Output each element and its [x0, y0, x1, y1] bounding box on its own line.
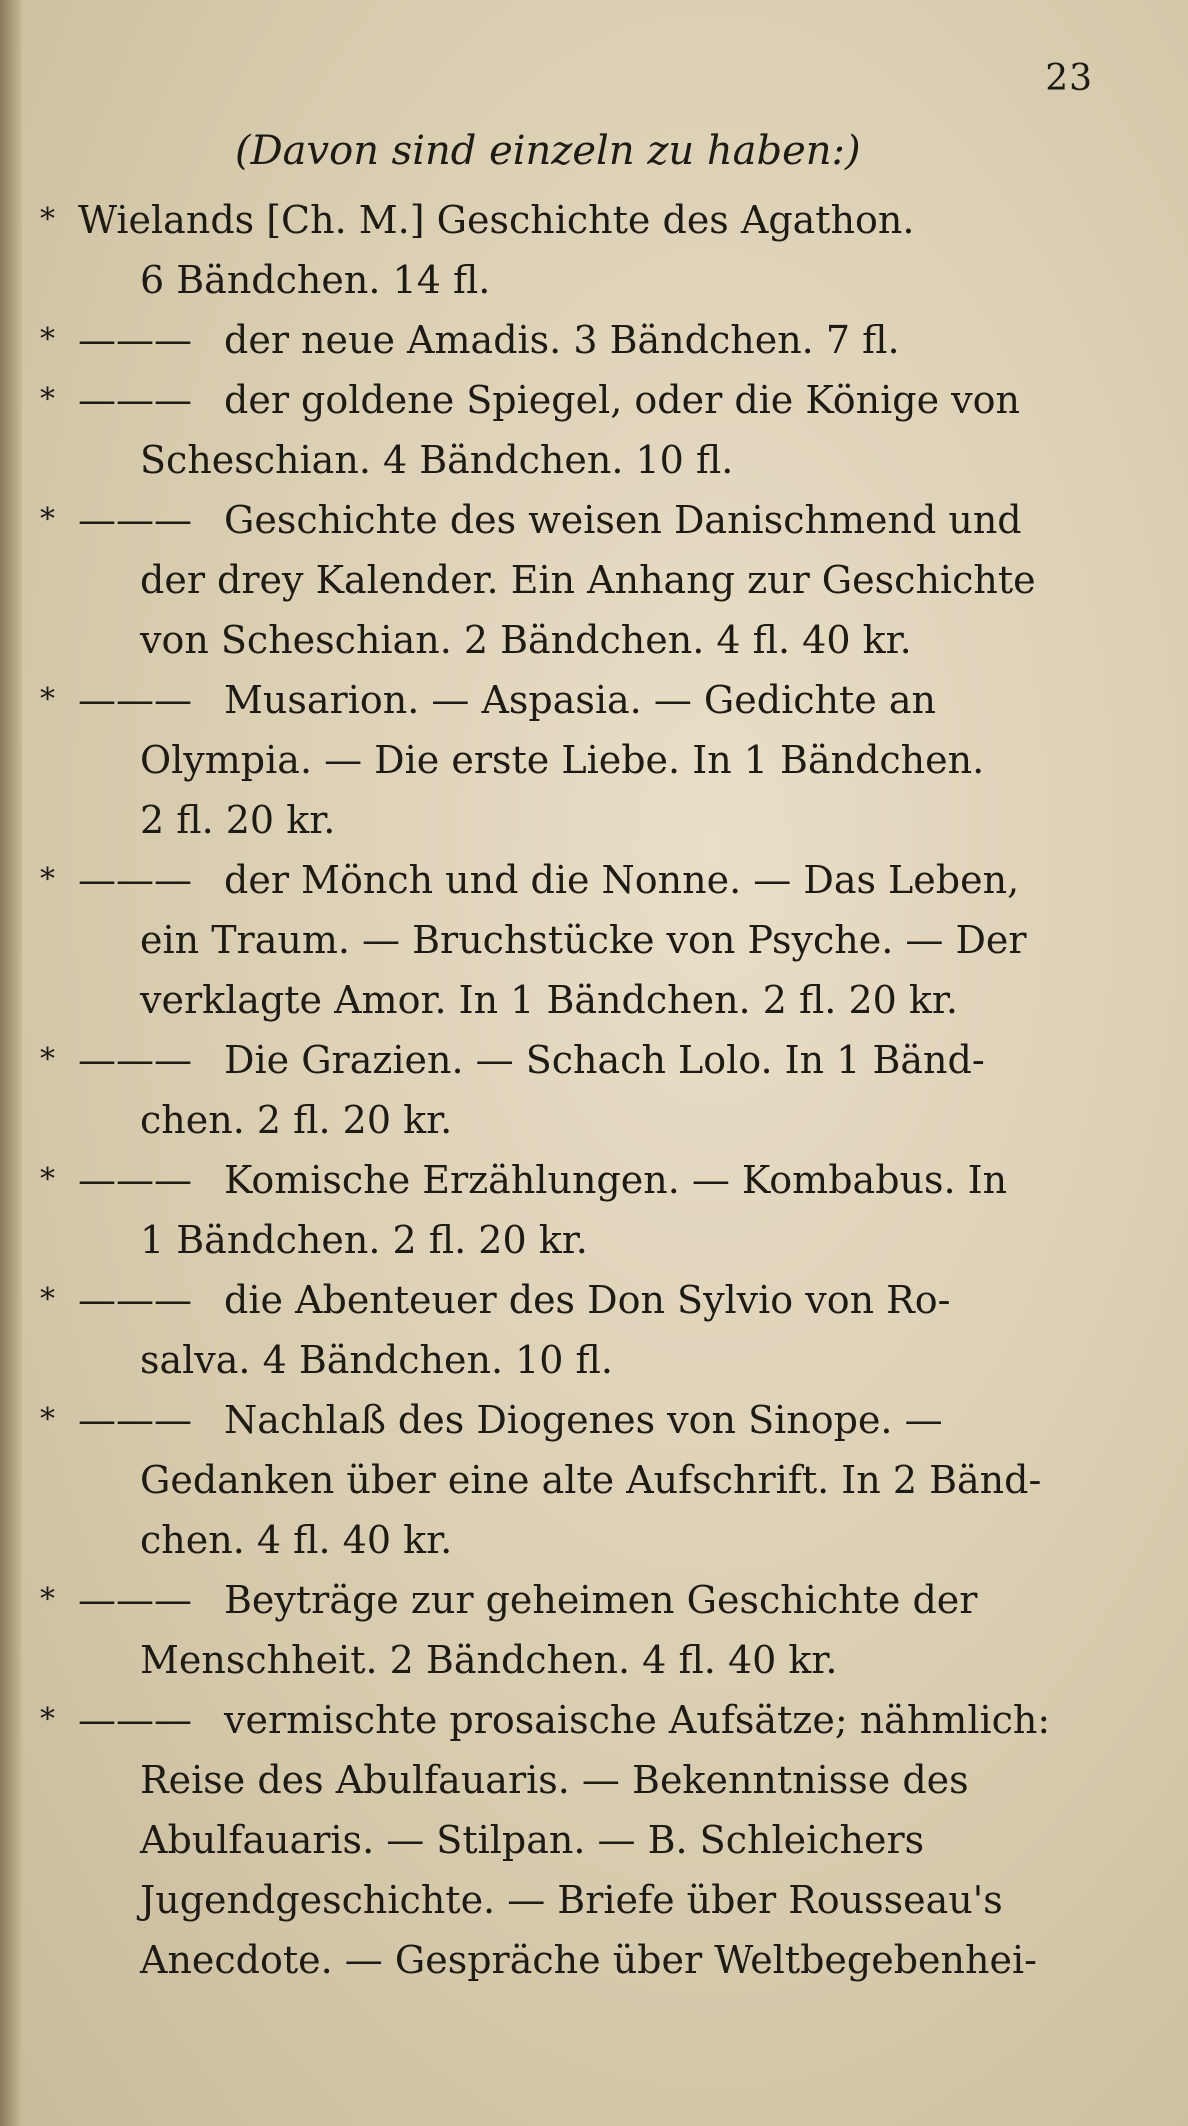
- entry-line: [40, 1870, 1115, 1930]
- entry-text: salva. 4 Bändchen. 10 fl.: [140, 1338, 613, 1382]
- entry-line: [40, 430, 1115, 490]
- entry-text: Nachlaß des Diogenes von Sinope. —: [224, 1398, 943, 1442]
- entry-star-marker: *: [40, 502, 55, 537]
- entry-line: [40, 550, 1115, 610]
- entry-line: [40, 1150, 1115, 1210]
- page-number: 23: [1045, 58, 1093, 99]
- ditto-dash: ———: [78, 1578, 192, 1622]
- entry-text: 6 Bändchen. 14 fl.: [140, 258, 491, 302]
- entry-line: [40, 1570, 1115, 1630]
- entry-line: [40, 1270, 1115, 1330]
- section-heading: (Davon sind einzeln zu haben:): [235, 128, 861, 174]
- entry-line: [40, 1930, 1115, 1990]
- catalog-entry: [40, 190, 1115, 310]
- entry-line: [40, 610, 1115, 670]
- entry-text: Olympia. — Die erste Liebe. In 1 Bändchen.: [140, 738, 985, 782]
- catalog-entry: [40, 1690, 1115, 1990]
- ditto-dash: ———: [78, 678, 192, 722]
- page-binding-edge: [0, 0, 22, 2126]
- entry-text: vermischte prosaische Aufsätze; nähmlich:: [224, 1698, 1051, 1742]
- catalog-entry: [40, 310, 1115, 370]
- entry-text: Scheschian. 4 Bändchen. 10 fl.: [140, 438, 734, 482]
- entry-line: [40, 1750, 1115, 1810]
- entry-text: Jugendgeschichte. — Briefe über Rousseau's: [140, 1878, 1003, 1922]
- catalog-entry: [40, 850, 1115, 1030]
- entry-text: Abulfauaris. — Stilpan. — B. Schleichers: [140, 1818, 925, 1862]
- ditto-dash: ———: [78, 1158, 192, 1202]
- entry-star-marker: *: [40, 382, 55, 417]
- catalog-entry: [40, 1150, 1115, 1270]
- ditto-dash: ———: [78, 378, 192, 422]
- entry-text: Anecdote. — Gespräche über Weltbegebenhei-: [140, 1938, 1037, 1982]
- entry-line: [40, 190, 1115, 250]
- catalog-entry: [40, 1570, 1115, 1690]
- entry-star-marker: *: [40, 202, 55, 237]
- entry-star-marker: *: [40, 1162, 55, 1197]
- entry-line: [40, 490, 1115, 550]
- entry-line: [40, 1630, 1115, 1690]
- entry-text: von Scheschian. 2 Bändchen. 4 fl. 40 kr.: [140, 618, 912, 662]
- entry-star-marker: *: [40, 1702, 55, 1737]
- entry-line: [40, 1510, 1115, 1570]
- entry-star-marker: *: [40, 862, 55, 897]
- entry-text: Komische Erzählungen. — Kombabus. In: [224, 1158, 1008, 1202]
- entry-text: Musarion. — Aspasia. — Gedichte an: [224, 678, 936, 722]
- entry-text: Menschheit. 2 Bändchen. 4 fl. 40 kr.: [140, 1638, 838, 1682]
- entry-text: chen. 2 fl. 20 kr.: [140, 1098, 453, 1142]
- entry-line: [40, 730, 1115, 790]
- entry-star-marker: *: [40, 322, 55, 357]
- ditto-dash: ———: [78, 318, 192, 362]
- catalog-entry: [40, 1030, 1115, 1150]
- entry-line: [40, 370, 1115, 430]
- entry-text: 2 fl. 20 kr.: [140, 798, 336, 842]
- entry-text: der Mönch und die Nonne. — Das Leben,: [224, 858, 1020, 902]
- entry-text: Geschichte des weisen Danischmend und: [224, 498, 1022, 542]
- entry-text: verklagte Amor. In 1 Bändchen. 2 fl. 20 kr.: [140, 978, 958, 1022]
- catalog-entry: [40, 370, 1115, 490]
- entry-text: Gedanken über eine alte Aufschrift. In 2 Bänd-: [140, 1458, 1042, 1502]
- entry-star-marker: *: [40, 1402, 55, 1437]
- entry-line: [40, 790, 1115, 850]
- ditto-dash: ———: [78, 1698, 192, 1742]
- ditto-dash: ———: [78, 858, 192, 902]
- entry-line: [40, 1090, 1115, 1150]
- entry-text: der goldene Spiegel, oder die Könige von: [224, 378, 1020, 422]
- catalog-entry: [40, 490, 1115, 670]
- catalog-entry: [40, 670, 1115, 850]
- entry-text: chen. 4 fl. 40 kr.: [140, 1518, 453, 1562]
- entry-text: die Abenteuer des Don Sylvio von Ro-: [224, 1278, 951, 1322]
- entry-line: [40, 670, 1115, 730]
- ditto-dash: ———: [78, 1398, 192, 1442]
- entry-line: [40, 250, 1115, 310]
- entry-star-marker: *: [40, 682, 55, 717]
- catalog-entry: [40, 1270, 1115, 1390]
- entry-text: Beyträge zur geheimen Geschichte der: [224, 1578, 978, 1622]
- entry-line: [40, 1390, 1115, 1450]
- entry-text: Reise des Abulfauaris. — Bekenntnisse des: [140, 1758, 969, 1802]
- entry-line: [40, 1450, 1115, 1510]
- entry-text: Wielands [Ch. M.] Geschichte des Agathon.: [78, 198, 915, 242]
- entry-line: [40, 310, 1115, 370]
- entry-line: [40, 970, 1115, 1030]
- entry-line: [40, 1210, 1115, 1270]
- entry-line: [40, 1030, 1115, 1090]
- entry-text: Die Grazien. — Schach Lolo. In 1 Bänd-: [224, 1038, 985, 1082]
- ditto-dash: ———: [78, 498, 192, 542]
- entry-line: [40, 910, 1115, 970]
- entry-text: 1 Bändchen. 2 fl. 20 kr.: [140, 1218, 588, 1262]
- entry-star-marker: *: [40, 1282, 55, 1317]
- entry-text: ein Traum. — Bruchstücke von Psyche. — Der: [140, 918, 1027, 962]
- entry-line: [40, 1330, 1115, 1390]
- entry-line: [40, 850, 1115, 910]
- entry-line: [40, 1690, 1115, 1750]
- catalog-entry: [40, 1390, 1115, 1570]
- ditto-dash: ———: [78, 1278, 192, 1322]
- catalog-entries: [40, 190, 1115, 1990]
- ditto-dash: ———: [78, 1038, 192, 1082]
- entry-text: der neue Amadis. 3 Bändchen. 7 fl.: [224, 318, 900, 362]
- entry-line: [40, 1810, 1115, 1870]
- entry-text: der drey Kalender. Ein Anhang zur Geschichte: [140, 558, 1036, 602]
- entry-star-marker: *: [40, 1042, 55, 1077]
- entry-star-marker: *: [40, 1582, 55, 1617]
